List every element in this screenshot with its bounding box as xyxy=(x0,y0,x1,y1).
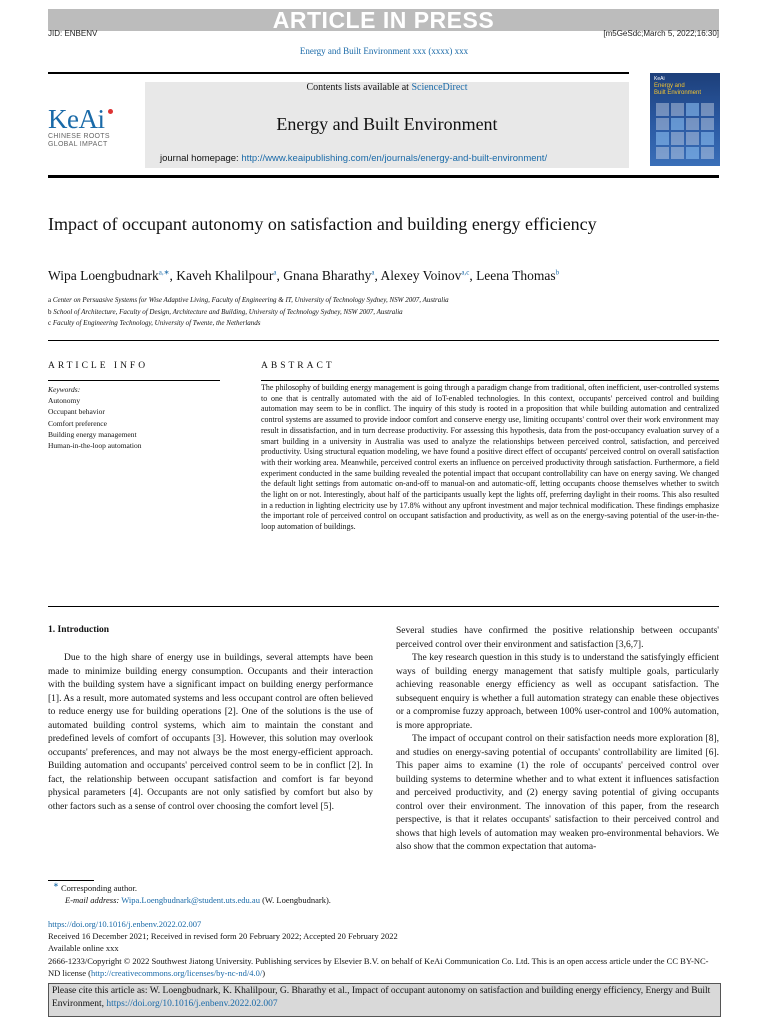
contents-line xyxy=(145,82,629,93)
abstract-text: The philosophy of building energy management is going through a paradigm change from traditional, often inefficient, user-controlled systems to one that is centrally automated with the aid of IoT-enabled technologies. In this context, occupants' perceived control and building automation may seem to be in conflict. The inquiry of this study is rooted in a proposition that while building automation and centralized control systems are assumed to provide indoor comfort and conserve energy use, limiting occupants' control over their work environment may result in dissatisfaction, and in turn decrease productivity. For assessing this hypothesis, data from the post-occupancy evaluation survey of a smart building in a university in Australia was used to analyze the relationships between perceived control, satisfaction, and perceived productivity. Using structural equation modeling, we have found a positive direct effect of occupants' perceived control on overall satisfaction with their working area. Meanwhile, perceived control exerts an influence on perceived productivity through satisfaction. Furthermore, a field experiment conducted in the same building revealed the potential impact that occupant controllability can have on energy saving. We changed the default light settings from automatic on-and-off to manual-on and automatic-off, letting occupants choose themselves whether to switch the light on or not. Interestingly, about half of the participants usually kept the lights off, preferring daylight in their rooms. This also resulted in a reduction in lighting electricity use by 17.8% without any upfront investment and major technical modification. These findings emphasize the important role of perceived control on occupant satisfaction and productivity, as well as on the energy-saving potential of the user-in-the-loop automation of buildings. xyxy=(261,383,719,532)
affiliations xyxy=(48,295,449,330)
journal-homepage xyxy=(160,153,547,164)
journal-title: Energy and Built Environment xyxy=(276,114,498,134)
jid-label: JID: ENBENV xyxy=(48,29,98,38)
email-link[interactable]: Wipa.Loengbudnark@student.uts.edu.au xyxy=(121,895,260,905)
affiliation-item: b School of Architecture, Faculty of Design, Architecture and Building, University of Technology Sydney, NSW 2007, Australia xyxy=(48,307,403,316)
body-paragraph: The key research question in this study is to understand the satisfyingly efficient ways of building energy management that satisfy multiple goals, particularly achieving reasonable energy efficiency as well as occupant satisfaction. The subsequent enquiry is whether a full automation strategy can enable these objectives or a compromise fuzzy approach, between 100% user-control and 100% automation, is more appropriate. xyxy=(396,653,719,731)
contents-prefix: Contents lists available at xyxy=(306,82,412,93)
corresponding-author-note: ∗ Corresponding author. xyxy=(53,881,138,893)
journal-reference-link[interactable]: Energy and Built Environment xxx (xxxx) xxx xyxy=(299,46,469,56)
article-info-rule xyxy=(48,380,220,381)
cite-doi-link[interactable]: https://doi.org/10.1016/j.enbenv.2022.02.007 xyxy=(106,999,278,1009)
author-sup[interactable]: a,c xyxy=(461,268,470,277)
body-column-left xyxy=(48,652,373,814)
section-rule xyxy=(48,340,719,341)
copyright-notice: 2666-1233/Copyright © 2022 Southwest Jiatong University. Publishing services by Elsevier B.V. on behalf of KeAi Communication Co. Ltd. This is an open access article under the CC BY-NC-ND license (http://creativecommons.org/licenses/by-nc-nd/4.0/) xyxy=(48,956,709,978)
body-paragraph: The impact of occupant control on their satisfaction needs more exploration [8], and studies on energy-saving potential of occupants' controllability are limited [6]. This paper aims to examine (1) the role of occupants' perceived control over building systems to determine whether and to what extent it influences satisfaction and perceived productivity, and (2) energy saving potential of giving occupants control over their environment. The innovation of this paper, from the research perspective, is that it relates occupants' satisfaction to their perceived control and shows that high levels of automation may weaken pro-environmental behaviors. We also show that the common expectation that automa- xyxy=(396,734,719,852)
logo-tagline-1: CHINESE ROOTS xyxy=(48,133,110,140)
logo-dot-icon xyxy=(108,109,113,114)
keai-logo xyxy=(48,106,120,149)
email-note xyxy=(65,895,331,905)
body-column-right xyxy=(396,625,719,855)
cover-photo-grid xyxy=(656,103,714,159)
available-online: Available online xxx xyxy=(48,943,119,953)
author-sup[interactable]: b xyxy=(555,268,560,277)
homepage-link[interactable]: http://www.keaipublishing.com/en/journals/energy-and-built-environment/ xyxy=(241,153,548,164)
introduction-heading: 1. Introduction xyxy=(48,625,110,635)
body-paragraph: Due to the high share of energy use in buildings, several attempts have been made to minimize building energy consumption. Occupants and their interaction with the building system have a significant impact on building energy performance [1]. As a result, more automated systems and less occupant control are often believed to reduce energy use for building operations [2]. One of the solutions is the use of automated building control systems, which aim to maintain the constant and predefined levels of comfort of occupants [3]. However, this solution may overlook occupants' preferences, and may not always be the most energy-efficient approach. Building automation and occupants' perceived control seem to be in conflict [2]. In fact, the relationship between occupant satisfaction and comfort is far beyond physical parameters [4]. Occupants are not only satisfied by comfort but also by other factors such as a sense of control over choosing the comfort level [5]. xyxy=(48,653,373,812)
received-dates: Received 16 December 2021; Received in revised form 20 February 2022; Accepted 20 February 2022 xyxy=(48,931,398,941)
keywords-list xyxy=(48,384,142,451)
manuscript-code: [m5GeSdc;March 5, 2022;16:30] xyxy=(603,29,719,38)
abstract-rule xyxy=(261,380,719,381)
affiliation-item: c Faculty of Engineering Technology, University of Twente, the Netherlands xyxy=(48,319,261,327)
keyword-item: Building energy management xyxy=(48,429,137,439)
body-paragraph: Several studies have confirmed the positive relationship between occupants' perceived control over their environment and satisfaction [3,6,7]. xyxy=(396,626,719,650)
author-sup[interactable]: a xyxy=(371,268,375,277)
author-name: Kaveh Khalilpour xyxy=(176,268,274,283)
header-thick-rule xyxy=(48,175,719,178)
keai-logo-text: KeAi xyxy=(48,104,105,134)
author-sup[interactable]: a xyxy=(273,268,277,277)
cover-title-line-2: Built Environment xyxy=(654,90,702,96)
keyword-item: Autonomy xyxy=(48,396,81,406)
footnote-mark: ∗ xyxy=(53,881,59,890)
sciencedirect-link[interactable]: ScienceDirect xyxy=(411,82,468,93)
cover-logo: KeAi xyxy=(654,76,665,82)
article-in-press-banner: ARTICLE IN PRESS xyxy=(48,9,719,31)
author-name: Wipa Loengbudnark xyxy=(48,268,159,283)
author-name: Gnana Bharathy xyxy=(283,268,372,283)
logo-tagline-2: GLOBAL IMPACT xyxy=(48,141,108,148)
cover-title xyxy=(654,83,701,97)
abstract-heading: ABSTRACT xyxy=(261,361,335,371)
article-title: Impact of occupant autonomy on satisfaction and building energy efficiency xyxy=(48,214,597,234)
author-name: Leena Thomas xyxy=(476,268,556,283)
author-name: Alexey Voinov xyxy=(380,268,462,283)
article-info-heading: ARTICLE INFO xyxy=(48,361,149,371)
cite-box xyxy=(48,983,721,1017)
homepage-prefix: journal homepage: xyxy=(160,153,242,164)
header-rule xyxy=(48,72,629,74)
journal-cover-image xyxy=(650,73,720,166)
keyword-item: Human-in-the-loop automation xyxy=(48,441,142,451)
affiliation-item: a Center on Persuasive Systems for Wise Adaptive Living, Faculty of Engineering & IT, University of Technology Sydney, NSW 2007, Australia xyxy=(48,296,449,304)
abstract-end-rule xyxy=(48,606,719,607)
keywords-label: Keywords: xyxy=(48,385,81,394)
keyword-item: Occupant behavior xyxy=(48,407,105,417)
keyword-item: Comfort preference xyxy=(48,418,107,428)
cite-text: Please cite this article as: W. Loengbudnark, K. Khalilpour, G. Bharathy et al., Impact of occupant autonomy on satisfaction and building energy efficiency, Energy and Built Environment, xyxy=(52,986,711,1009)
email-suffix: (W. Loengbudnark). xyxy=(262,895,331,905)
author-sup[interactable]: a,∗ xyxy=(158,268,170,277)
cover-title-line-1: Energy and xyxy=(654,83,685,89)
author-list: Wipa Loengbudnark$^{a,∗}$, Kaveh Khalilpour$^a$, Gnana Bharathy$^a$, Alexey Voinov$^{a,c}$, Leena Thomas$^b$ xyxy=(48,268,560,283)
email-label: E-mail address: xyxy=(65,895,120,905)
doi-link[interactable]: https://doi.org/10.1016/j.enbenv.2022.02.007 xyxy=(48,919,202,929)
license-link[interactable]: http://creativecommons.org/licenses/by-nc-nd/4.0/ xyxy=(90,968,263,978)
